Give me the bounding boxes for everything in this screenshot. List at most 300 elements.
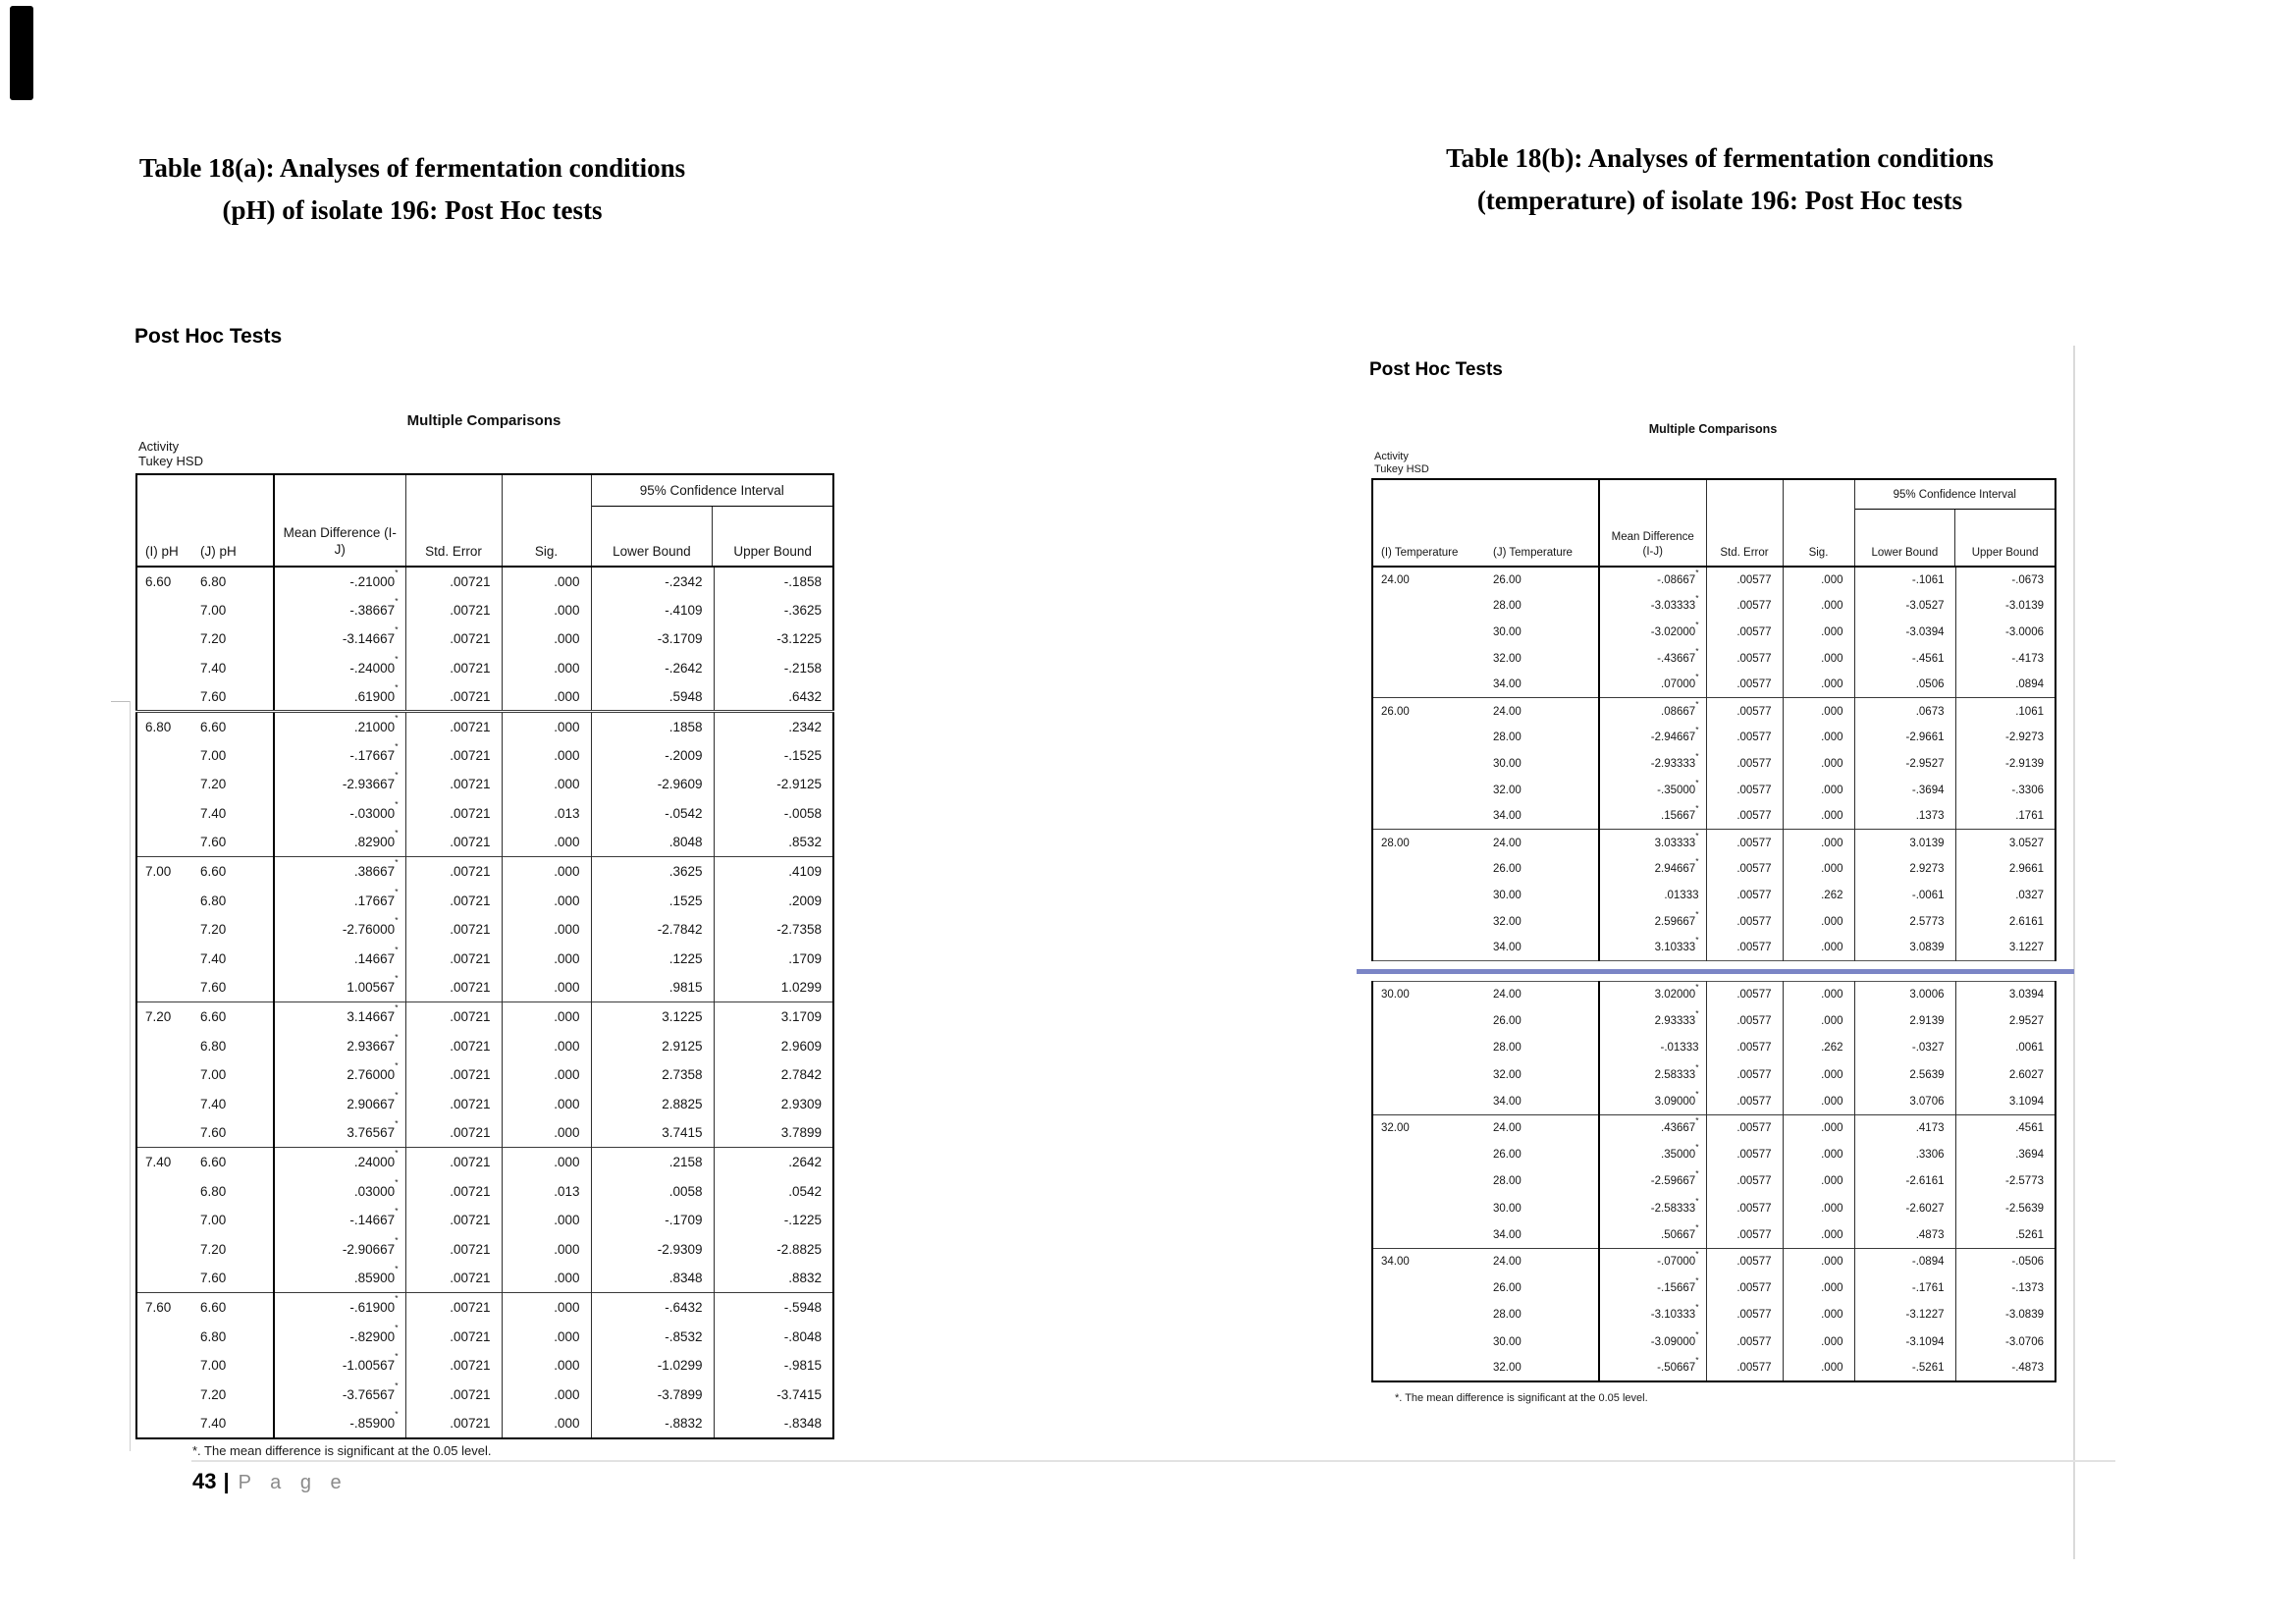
ph-post-hoc-table [135,473,834,1439]
cell-lower-bound: 2.7358 [591,1060,714,1090]
significance-asterisk: * [395,595,399,606]
cell-mean-diff: -2.58333* [1599,1195,1706,1221]
cell-j: 30.00 [1493,757,1522,770]
cell-i [1372,1088,1485,1114]
cell-j: 6.80 [200,1183,227,1199]
left-post-hoc-heading: Post Hoc Tests [134,325,283,348]
cell-j: 6.80 [200,1328,227,1344]
cell-upper-bound: -3.7415 [714,1380,833,1410]
cell-i [136,887,192,916]
significance-asterisk: * [395,973,399,984]
significance-asterisk: * [395,1002,399,1013]
left-method-label: Tukey HSD [138,454,203,469]
cell-lower-bound: -.6432 [591,1293,714,1323]
cell-j: 32.00 [1493,784,1522,796]
cell-upper-bound: -2.5639 [1955,1195,2056,1221]
cell-upper-bound: 1.0299 [714,973,833,1002]
significance-asterisk: * [1695,1142,1699,1153]
cell-std-error: .00577 [1706,1195,1783,1221]
cell-std-error: .00721 [405,1264,502,1293]
cell-lower-bound: 3.1225 [591,1002,714,1032]
cell-j: 32.00 [1493,915,1522,928]
table-row [1372,567,2056,593]
table-row [1372,935,2056,961]
cell-mean-diff: .15667* [1599,803,1706,830]
table-row [1372,1142,2056,1168]
cell-mean-diff: -.08667* [1599,567,1706,593]
cell-std-error: .00577 [1706,567,1783,593]
cell-lower-bound: .8348 [591,1264,714,1293]
table-row [136,1118,833,1148]
cell-std-error: .00577 [1706,645,1783,672]
significance-asterisk: * [395,567,399,577]
cell-std-error: .00721 [405,1002,502,1032]
cell-upper-bound: 2.6161 [1955,908,2056,935]
cell-upper-bound: .4561 [1955,1114,2056,1141]
cell-upper-bound: -.5948 [714,1293,833,1323]
cell-std-error: .00577 [1706,725,1783,751]
cell-lower-bound: 2.5773 [1854,908,1955,935]
cell-sig: .000 [502,567,591,596]
significance-asterisk: * [395,1176,399,1187]
significance-asterisk: * [395,1351,399,1362]
cell-i [1372,935,1485,961]
cell-std-error: .00577 [1706,1168,1783,1195]
cell-i [1372,1275,1485,1302]
cell-upper-bound: 3.0527 [1955,830,2056,856]
cell-upper-bound: .1761 [1955,803,2056,830]
cell-sig: .000 [502,1322,591,1351]
cell-lower-bound: -.2342 [591,567,714,596]
cell-upper-bound: -.8048 [714,1322,833,1351]
cell-i: 26.00 [1372,698,1485,725]
cell-sig: .000 [502,1090,591,1119]
cell-j: 34.00 [1493,1095,1522,1108]
table-row [136,799,833,829]
significance-asterisk: * [1695,725,1699,735]
cell-sig: .000 [1783,620,1854,646]
table-row [1372,1168,2056,1195]
significance-asterisk: * [1695,1061,1699,1072]
cell-i: 7.20 [136,1002,192,1032]
right-margin-vertical-line [2073,346,2075,1559]
cell-sig: .000 [502,741,591,771]
table-row [1372,672,2056,698]
cell-j: 7.20 [200,1241,227,1257]
cell-mean-diff: -3.14667* [274,624,405,654]
cell-upper-bound: -.8348 [714,1409,833,1438]
cell-sig: .000 [1783,1168,1854,1195]
significance-asterisk: * [1695,750,1699,761]
cell-i [1372,883,1485,909]
cell-mean-diff: -2.76000* [274,915,405,945]
cell-lower-bound: -.1061 [1854,567,1955,593]
scanned-black-mark [10,6,33,100]
table-row [1372,645,2056,672]
cell-j: 28.00 [1493,731,1522,744]
cell-i [1372,672,1485,698]
col-header-i: (I) pH [136,474,192,567]
cell-upper-bound: -.1225 [714,1206,833,1235]
significance-asterisk: * [395,713,399,724]
cell-mean-diff: 3.09000* [1599,1088,1706,1114]
cell-i [136,828,192,857]
cell-std-error: .00721 [405,1032,502,1061]
cell-lower-bound: 2.5639 [1854,1061,1955,1088]
cell-upper-bound: -.1525 [714,741,833,771]
cell-sig: .000 [502,596,591,625]
table-row [136,1032,833,1061]
cell-i: 6.80 [136,712,192,741]
table-row [136,915,833,945]
cell-lower-bound: .4173 [1854,1114,1955,1141]
cell-mean-diff: -2.94667* [1599,725,1706,751]
cell-i: 30.00 [1381,989,1410,1001]
page-word: P a g e [238,1472,348,1493]
cell-j: 30.00 [1493,625,1522,638]
significance-asterisk: * [395,799,399,810]
cell-lower-bound: -2.6161 [1854,1168,1955,1195]
significance-asterisk: * [1695,1302,1699,1313]
cell-lower-bound: .0058 [591,1176,714,1206]
cell-std-error: .00721 [405,887,502,916]
cell-i [136,799,192,829]
cell-lower-bound: 3.0006 [1854,982,1955,1008]
col-header-upper-bound: Upper Bound [1954,510,2055,566]
col-header-mean-difference: Mean Difference (I-J) [274,474,405,567]
cell-std-error: .00577 [1706,777,1783,803]
significance-asterisk: * [1695,1088,1699,1099]
cell-lower-bound: -2.9661 [1854,725,1955,751]
cell-j: 7.60 [200,688,227,704]
right-method-label: Tukey HSD [1374,462,1429,475]
cell-upper-bound: -.0058 [714,799,833,829]
table-row [1372,856,2056,883]
table-row [1372,830,2056,856]
cell-sig: .000 [502,682,591,712]
cell-i [136,1206,192,1235]
cell-mean-diff: -.17667* [274,741,405,771]
cell-lower-bound: 3.7415 [591,1118,714,1148]
cell-std-error: .00721 [405,1351,502,1380]
cell-sig: .000 [502,1032,591,1061]
cell-lower-bound: -.4109 [591,596,714,625]
cell-mean-diff: 2.58333* [1599,1061,1706,1088]
cell-upper-bound: -2.7358 [714,915,833,945]
cell-sig: .013 [502,1176,591,1206]
cell-sig: .000 [1783,1328,1854,1355]
cell-mean-diff: .82900* [274,828,405,857]
table-row [1372,1088,2056,1114]
right-activity-label: Activity [1374,451,1409,462]
cell-lower-bound: 2.8825 [591,1090,714,1119]
cell-i [1372,1008,1485,1035]
col-header-upper-bound: Upper Bound [712,507,832,566]
cell-i [1372,856,1485,883]
cell-std-error: .00721 [405,770,502,799]
cell-upper-bound: .1061 [1955,698,2056,725]
cell-mean-diff: -.38667* [274,596,405,625]
cell-j: 34.00 [1493,942,1522,954]
cell-sig: .000 [1783,672,1854,698]
cell-upper-bound: 3.1709 [714,1002,833,1032]
cell-j: 24.00 [1493,989,1522,1001]
significance-asterisk: * [1695,1328,1699,1339]
cell-j: 7.20 [200,922,227,938]
cell-i [136,682,192,712]
significance-asterisk: * [1695,856,1699,867]
cell-mean-diff: -.01333 [1599,1035,1706,1061]
cell-mean-diff: -2.93333* [1599,751,1706,778]
right-activity-block [1374,451,1429,476]
significance-asterisk: * [1695,1168,1699,1179]
col-header-sig: Sig. [1783,479,1854,567]
cell-j: 28.00 [1493,1175,1522,1188]
cell-std-error: .00721 [405,1118,502,1148]
table-row [1372,1355,2056,1381]
cell-mean-diff: -.82900* [274,1322,405,1351]
cell-i: 7.40 [136,1148,192,1177]
page-footer-separator: | [223,1469,230,1493]
cell-upper-bound: -2.5773 [1955,1168,2056,1195]
cell-sig: .000 [1783,777,1854,803]
significance-asterisk: * [395,654,399,665]
cell-mean-diff: .35000* [1599,1142,1706,1168]
cell-j: 34.00 [1493,678,1522,691]
cell-sig: .000 [502,828,591,857]
cell-i [136,1060,192,1090]
left-activity-label: Activity [138,439,180,454]
cell-mean-diff: -.15667* [1599,1275,1706,1302]
cell-i: 6.60 [145,573,172,589]
cell-std-error: .00721 [405,596,502,625]
cell-j: 34.00 [1493,810,1522,823]
cell-upper-bound: .0894 [1955,672,2056,698]
cell-std-error: .00577 [1706,935,1783,961]
cell-std-error: .00721 [405,1293,502,1323]
cell-j: 26.00 [1493,1149,1522,1162]
cell-i [1372,725,1485,751]
cell-upper-bound: 3.1227 [1955,935,2056,961]
cell-sig: .013 [502,799,591,829]
cell-mean-diff: -2.90667* [274,1235,405,1265]
cell-lower-bound: -2.7842 [591,915,714,945]
cell-upper-bound: -.3306 [1955,777,2056,803]
cell-upper-bound: .5261 [1955,1221,2056,1248]
cell-j: 26.00 [1493,863,1522,876]
cell-j: 7.60 [200,980,227,996]
cell-std-error: .00721 [405,857,502,887]
cell-lower-bound: .4873 [1854,1221,1955,1248]
cell-std-error: .00577 [1706,1061,1783,1088]
cell-i [1372,593,1485,620]
cell-upper-bound: .0061 [1955,1035,2056,1061]
cell-j: 24.00 [1485,1114,1599,1141]
significance-asterisk: * [395,1380,399,1390]
table-row [136,887,833,916]
cell-i [1372,777,1485,803]
cell-sig: .000 [1783,1195,1854,1221]
table-row [1372,1061,2056,1088]
table-row [1372,1248,2056,1274]
cell-upper-bound: 2.9309 [714,1090,833,1119]
cell-i [136,1380,192,1410]
cell-i [136,1322,192,1351]
table-row [1372,777,2056,803]
cell-lower-bound: .3625 [591,857,714,887]
cell-i [1372,908,1485,935]
cell-mean-diff: 3.03333* [1599,830,1706,856]
cell-sig: .000 [1783,1248,1854,1274]
cell-mean-diff: .03000* [274,1176,405,1206]
cell-sig: .000 [1783,856,1854,883]
cell-lower-bound: .0673 [1854,698,1955,725]
page-number: 43 [192,1469,217,1493]
significance-asterisk: * [1695,1115,1699,1126]
cell-mean-diff: 3.10333* [1599,935,1706,961]
cell-sig: .000 [502,887,591,916]
cell-std-error: .00721 [405,741,502,771]
cell-i [136,1090,192,1119]
right-title-line2: (temperature) of isolate 196: Post Hoc tests [1476,186,1963,215]
cell-j: 24.00 [1485,698,1599,725]
cell-lower-bound: .9815 [591,973,714,1002]
left-table-title [64,147,761,232]
cell-mean-diff: -.43667* [1599,645,1706,672]
cell-j: 7.40 [200,1416,227,1432]
cell-j: 7.40 [200,661,227,677]
cell-j: 7.20 [200,631,227,647]
cell-lower-bound: -.4561 [1854,645,1955,672]
significance-asterisk: * [395,1409,399,1420]
table-row [1372,593,2056,620]
cell-mean-diff: 2.94667* [1599,856,1706,883]
col-header-std-error: Std. Error [1706,479,1783,567]
cell-upper-bound: -.2158 [714,654,833,683]
cell-upper-bound: -2.8825 [714,1235,833,1265]
cell-std-error: .00577 [1706,1114,1783,1141]
table-row [136,1090,833,1119]
cell-std-error: .00721 [405,915,502,945]
cell-i: 7.60 [136,1293,192,1323]
table-row [1372,1114,2056,1141]
cell-sig: .000 [1783,1355,1854,1381]
cell-std-error: .00577 [1706,1008,1783,1035]
cell-lower-bound: -2.9609 [591,770,714,799]
cell-std-error: .00577 [1706,1275,1783,1302]
cell-lower-bound: -.8532 [591,1322,714,1351]
table-row [136,1148,833,1177]
cell-sig: .000 [1783,1088,1854,1114]
cell-upper-bound: -3.0839 [1955,1302,2056,1328]
cell-sig: .000 [502,712,591,741]
cell-lower-bound: -.8832 [591,1409,714,1438]
significance-asterisk: * [395,1031,399,1042]
table-row [1372,751,2056,778]
cell-i: 34.00 [1372,1248,1485,1274]
cell-i [1372,751,1485,778]
cell-std-error: .00721 [405,799,502,829]
significance-asterisk: * [1695,982,1699,993]
cell-std-error: .00577 [1706,1221,1783,1248]
significance-asterisk: * [1695,1355,1699,1366]
cell-lower-bound: .8048 [591,828,714,857]
col-header-std-error: Std. Error [405,474,502,567]
cell-mean-diff: -.03000* [274,799,405,829]
table-row [1372,1302,2056,1328]
cell-upper-bound: 3.7899 [714,1118,833,1148]
col-header-sig: Sig. [502,474,591,567]
cell-upper-bound: 3.0394 [1955,982,2056,1008]
cell-lower-bound: .2158 [591,1148,714,1177]
cell-sig: .262 [1783,1035,1854,1061]
cell-j: 26.00 [1493,573,1522,586]
table-row [1372,1328,2056,1355]
cell-lower-bound: 2.9273 [1854,856,1955,883]
cell-sig: .000 [502,1060,591,1090]
cell-j: 7.40 [200,951,227,967]
cell-std-error: .00721 [405,624,502,654]
significance-asterisk: * [1695,1275,1699,1286]
cell-std-error: .00577 [1706,593,1783,620]
cell-i [1372,1035,1485,1061]
significance-asterisk: * [395,1148,399,1159]
cell-j: 7.60 [200,835,227,850]
cell-i: 32.00 [1372,1114,1485,1141]
cell-std-error: .00577 [1706,1035,1783,1061]
table-row [136,1060,833,1090]
cell-j: 6.60 [192,712,274,741]
significance-asterisk: * [1695,698,1699,709]
cell-mean-diff: .38667* [274,857,405,887]
cell-mean-diff: -.21000* [274,567,405,596]
significance-asterisk: * [1695,1195,1699,1206]
ci-header-label: 95% Confidence Interval [592,475,833,507]
significance-asterisk: * [1695,645,1699,656]
cell-mean-diff: -3.09000* [1599,1328,1706,1355]
cell-sig: .000 [502,915,591,945]
left-margin-tick-line [111,701,131,702]
cell-i [1372,1355,1485,1381]
cell-lower-bound: -.0894 [1854,1248,1955,1274]
cell-std-error: .00577 [1706,982,1783,1008]
cell-sig: .000 [1783,1142,1854,1168]
cell-mean-diff: 2.76000* [274,1060,405,1090]
cell-sig: .000 [1783,593,1854,620]
cell-lower-bound: -.2642 [591,654,714,683]
cell-mean-diff: -.14667* [274,1206,405,1235]
cell-sig: .000 [502,1206,591,1235]
cell-j: 7.20 [200,1386,227,1402]
cell-sig: .000 [1783,1302,1854,1328]
cell-j: 6.80 [200,573,227,589]
cell-mean-diff: 3.14667* [274,1002,405,1032]
cell-j: 28.00 [1493,1309,1522,1322]
cell-lower-bound: 3.0839 [1854,935,1955,961]
table-row [136,828,833,857]
cell-j: 7.00 [200,1067,227,1083]
cell-j: 6.60 [192,857,274,887]
cell-lower-bound: -3.0394 [1854,620,1955,646]
col-header-mean-difference: Mean Difference (I-J) [1599,479,1706,567]
cell-upper-bound: 3.1094 [1955,1088,2056,1114]
cell-upper-bound: 2.7842 [714,1060,833,1090]
significance-asterisk: * [1695,830,1699,840]
cell-i [1372,1328,1485,1355]
table-row [136,770,833,799]
cell-sig: .000 [1783,751,1854,778]
cell-upper-bound: .0542 [714,1176,833,1206]
